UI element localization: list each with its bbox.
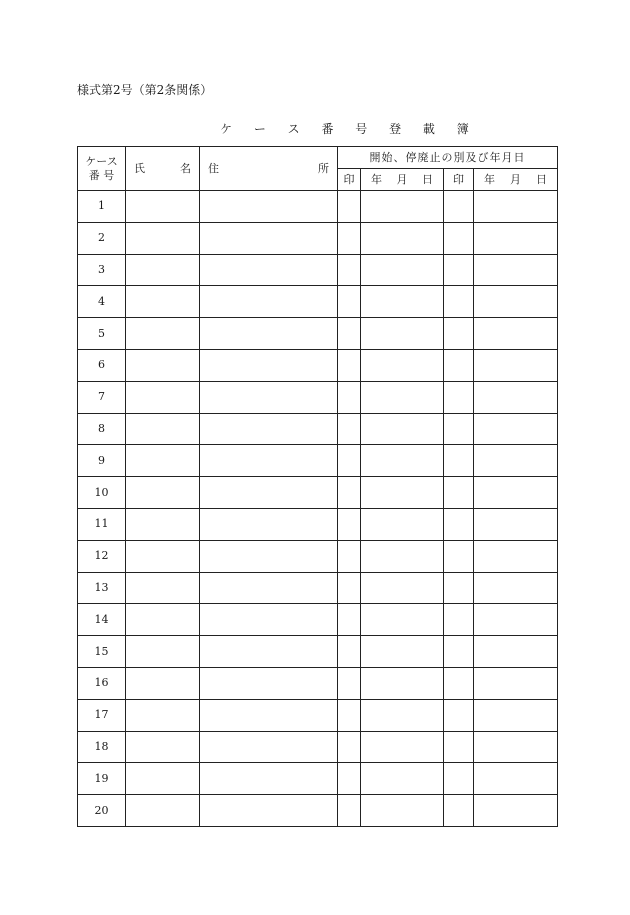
row-number: 4 [78,286,126,318]
row-number: 10 [78,477,126,509]
seal-cell-2 [444,413,474,445]
row-number: 18 [78,731,126,763]
table-row [78,349,558,381]
date-cell-2 [474,699,558,731]
table-row [78,477,558,509]
table-row [78,699,558,731]
address-cell [200,508,338,540]
seal-cell-2 [444,477,474,509]
date-cell-1 [361,286,444,318]
address-cell [200,795,338,827]
date-cell-2 [474,508,558,540]
address-cell [200,477,338,509]
name-cell [126,381,200,413]
address-cell [200,349,338,381]
row-number: 11 [78,508,126,540]
date-cell-2 [474,349,558,381]
seal-cell-1 [338,731,361,763]
header-date-2-month: 月 [510,172,521,186]
date-cell-2 [474,286,558,318]
seal-cell-2 [444,286,474,318]
address-cell [200,286,338,318]
header-name [126,147,200,191]
seal-cell-2 [444,191,474,223]
date-cell-2 [474,795,558,827]
header-date-1-year: 年 [371,172,382,186]
row-number: 20 [78,795,126,827]
table-row [78,254,558,286]
date-cell-1 [361,572,444,604]
seal-cell-1 [338,572,361,604]
seal-cell-1 [338,477,361,509]
header-row-top [78,147,558,169]
row-number: 7 [78,381,126,413]
seal-cell-1 [338,636,361,668]
seal-cell-1 [338,254,361,286]
date-cell-1 [361,191,444,223]
seal-cell-1 [338,699,361,731]
date-cell-1 [361,477,444,509]
seal-cell-1 [338,604,361,636]
name-cell [126,699,200,731]
date-cell-1 [361,318,444,350]
table-row [78,222,558,254]
address-cell [200,413,338,445]
name-cell [126,604,200,636]
header-address-char-2: 所 [318,161,329,175]
name-cell [126,731,200,763]
date-cell-1 [361,731,444,763]
seal-cell-2 [444,763,474,795]
row-number: 12 [78,540,126,572]
row-number: 19 [78,763,126,795]
table-row [78,636,558,668]
seal-cell-2 [444,445,474,477]
header-case-number-line1: ケース [85,154,118,168]
seal-cell-2 [444,318,474,350]
date-cell-2 [474,381,558,413]
date-cell-2 [474,318,558,350]
table-row [78,731,558,763]
name-cell [126,795,200,827]
address-cell [200,318,338,350]
seal-cell-1 [338,445,361,477]
table-row [78,318,558,350]
date-cell-2 [474,445,558,477]
seal-cell-1 [338,540,361,572]
date-cell-2 [474,191,558,223]
date-cell-1 [361,445,444,477]
name-cell [126,508,200,540]
seal-cell-1 [338,222,361,254]
address-cell [200,191,338,223]
date-cell-1 [361,667,444,699]
header-name-char-2: 名 [180,161,191,175]
seal-cell-2 [444,540,474,572]
date-cell-2 [474,222,558,254]
address-cell [200,731,338,763]
seal-cell-1 [338,286,361,318]
address-cell [200,699,338,731]
name-cell [126,540,200,572]
table-row [78,508,558,540]
address-cell [200,636,338,668]
seal-cell-1 [338,381,361,413]
header-name-char-1: 氏 [134,161,145,175]
name-cell [126,572,200,604]
date-cell-1 [361,222,444,254]
date-cell-2 [474,540,558,572]
date-cell-2 [474,636,558,668]
seal-cell-2 [444,572,474,604]
seal-cell-1 [338,763,361,795]
seal-cell-1 [338,318,361,350]
row-number: 15 [78,636,126,668]
header-seal-1: 印 [338,169,361,191]
seal-cell-1 [338,413,361,445]
seal-cell-1 [338,191,361,223]
date-cell-1 [361,381,444,413]
form-number-label: 様式第2号（第2条関係） [77,83,213,97]
header-seal-2: 印 [444,169,474,191]
seal-cell-1 [338,795,361,827]
name-cell [126,191,200,223]
seal-cell-2 [444,667,474,699]
table-row [78,413,558,445]
seal-cell-2 [444,795,474,827]
seal-cell-1 [338,667,361,699]
name-cell [126,763,200,795]
date-cell-2 [474,254,558,286]
date-cell-1 [361,254,444,286]
table-row [78,763,558,795]
date-cell-1 [361,636,444,668]
table-row [78,540,558,572]
address-cell [200,604,338,636]
name-cell [126,286,200,318]
seal-cell-2 [444,604,474,636]
row-number: 3 [78,254,126,286]
name-cell [126,222,200,254]
header-address [200,147,338,191]
seal-cell-2 [444,381,474,413]
table-row [78,381,558,413]
header-date-1 [361,169,444,191]
name-cell [126,318,200,350]
date-cell-2 [474,572,558,604]
name-cell [126,667,200,699]
date-cell-1 [361,540,444,572]
seal-cell-2 [444,699,474,731]
header-date-1-month: 月 [396,172,408,186]
row-number: 8 [78,413,126,445]
address-cell [200,540,338,572]
seal-cell-2 [444,636,474,668]
date-cell-1 [361,699,444,731]
seal-cell-2 [444,349,474,381]
date-cell-1 [361,604,444,636]
row-number: 5 [78,318,126,350]
table-row [78,667,558,699]
table-row [78,286,558,318]
date-cell-2 [474,667,558,699]
name-cell [126,254,200,286]
row-number: 6 [78,349,126,381]
date-cell-1 [361,795,444,827]
address-cell [200,381,338,413]
seal-cell-2 [444,731,474,763]
header-period: 開始、停廃止の別及び年月日 [338,147,558,169]
address-cell [200,572,338,604]
table-row [78,445,558,477]
name-cell [126,413,200,445]
table-row [78,191,558,223]
date-cell-2 [474,413,558,445]
row-number: 17 [78,699,126,731]
table-row [78,795,558,827]
address-cell [200,763,338,795]
seal-cell-2 [444,254,474,286]
header-address-char-1: 住 [208,161,219,175]
header-case-number-line2: 番 号 [88,168,115,182]
seal-cell-2 [444,222,474,254]
date-cell-1 [361,349,444,381]
date-cell-2 [474,477,558,509]
seal-cell-2 [444,508,474,540]
row-number: 16 [78,667,126,699]
date-cell-1 [361,413,444,445]
document-title: ケ ー ス 番 号 登 載 簿 [220,122,478,136]
row-number: 2 [78,222,126,254]
case-number-register-table [77,146,558,827]
row-number: 14 [78,604,126,636]
header-date-2-year: 年 [484,172,495,186]
date-cell-2 [474,731,558,763]
header-date-2 [474,169,558,191]
table-row [78,572,558,604]
name-cell [126,636,200,668]
date-cell-1 [361,763,444,795]
name-cell [126,477,200,509]
header-case-number [78,147,126,191]
header-date-2-day: 日 [536,172,547,186]
date-cell-2 [474,604,558,636]
header-date-1-day: 日 [422,172,433,186]
seal-cell-1 [338,508,361,540]
date-cell-1 [361,508,444,540]
row-number: 1 [78,191,126,223]
address-cell [200,667,338,699]
address-cell [200,445,338,477]
date-cell-2 [474,763,558,795]
row-number: 9 [78,445,126,477]
address-cell [200,222,338,254]
address-cell [200,254,338,286]
name-cell [126,349,200,381]
seal-cell-1 [338,349,361,381]
name-cell [126,445,200,477]
row-number: 13 [78,572,126,604]
table-row [78,604,558,636]
